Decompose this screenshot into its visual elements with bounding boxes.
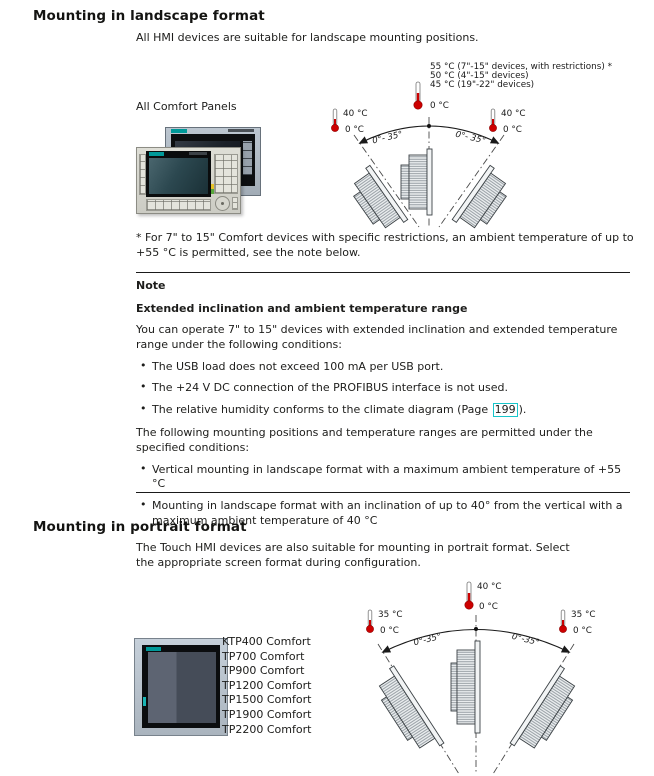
angle-label-left: 0°- 35° bbox=[371, 129, 404, 147]
teal-accent-mark bbox=[143, 697, 146, 706]
arc-center-dot bbox=[474, 627, 478, 631]
page-link-199[interactable]: 199 bbox=[494, 402, 516, 416]
temp-label-left-min: 0 °C bbox=[345, 125, 364, 135]
simatic-hmi-label-strip bbox=[189, 152, 207, 155]
note-positions-intro: The following mounting positions and temperature ranges are permitted under the specified conditions: bbox=[136, 426, 593, 454]
note-condition-item: • The relative humidity conforms to the climate diagram (Page 199 ). bbox=[136, 403, 630, 418]
landscape-inclination-diagram bbox=[320, 55, 654, 230]
thermometer-right-icon bbox=[559, 610, 566, 633]
note-subtitle: Extended inclination and ambient temperature range bbox=[136, 301, 468, 315]
section-heading-landscape: Mounting in landscape format bbox=[33, 8, 265, 24]
temp-label-left-min: 0 °C bbox=[380, 626, 399, 636]
device-profile-tilted-left bbox=[369, 666, 443, 759]
hmi-touch-panel-portrait-image bbox=[134, 638, 228, 736]
temp-label-left-max: 35 °C bbox=[378, 610, 403, 620]
thermometer-top-icon bbox=[414, 82, 422, 109]
device-list-item: TP1500 Comfort bbox=[222, 693, 312, 707]
device-list-item: TP700 Comfort bbox=[222, 649, 305, 663]
portrait-intro: The Touch HMI devices are also suitable for mounting in portrait format. Select the appropriate screen format during configuration. bbox=[136, 541, 570, 569]
note-condition-item: • The USB load does not exceed 100 mA per USB port. bbox=[136, 360, 630, 375]
note-intro: You can operate 7" to 15" devices with extended inclination and extended temperature range under the following conditions: bbox=[136, 323, 618, 351]
device-profile-tilted-right bbox=[452, 165, 515, 230]
hmi-keypad-panel-image bbox=[136, 147, 241, 214]
device-list-item: TP1200 Comfort bbox=[222, 678, 312, 692]
thermometer-left-icon bbox=[366, 610, 373, 633]
note-position-item: • Mounting in landscape format with an inclination of up to 40° from the vertical with a maximum ambient temperature of 40 °C bbox=[136, 499, 630, 528]
section-heading-portrait: Mounting in portrait format bbox=[33, 519, 247, 535]
device-list-item: TP900 Comfort bbox=[222, 664, 305, 678]
status-led-strip bbox=[211, 184, 214, 194]
note-box bbox=[136, 272, 630, 527]
device-profile-vertical bbox=[401, 149, 432, 215]
note-position-item: • Vertical mounting in landscape format with a maximum ambient temperature of +55 °C bbox=[136, 463, 630, 492]
device-profiles bbox=[369, 641, 584, 759]
temp-label-left-max: 40 °C bbox=[343, 109, 368, 119]
angle-label-left: 0°-35° bbox=[412, 631, 443, 649]
temp-label-45: 45 °C (19"-22" devices) bbox=[430, 80, 535, 90]
portrait-device-list bbox=[222, 635, 311, 737]
temp-label-top-max: 40 °C bbox=[477, 582, 502, 592]
thermometer-right-icon bbox=[489, 109, 496, 132]
temp-label-50: 50 °C (4"-15" devices) bbox=[430, 71, 529, 81]
temp-label-right-min: 0 °C bbox=[573, 626, 592, 636]
device-profile-vertical bbox=[451, 641, 480, 733]
temp-label-right-max: 35 °C bbox=[571, 610, 596, 620]
temp-label-right-min: 0 °C bbox=[503, 125, 522, 135]
device-profiles bbox=[344, 149, 515, 230]
temp-label-55: 55 °C (7"-15" devices, with restrictions) * bbox=[430, 62, 612, 72]
simatic-hmi-label-strip bbox=[228, 129, 254, 132]
device-list-item: KTP400 Comfort bbox=[222, 635, 311, 648]
footnote: * For 7" to 15" Comfort devices with specific restrictions, an ambient temperature of up to +55 °C is permitted, see the note below. bbox=[136, 231, 634, 259]
angle-label-right: 0°- 35° bbox=[454, 129, 487, 147]
thermometer-top-icon bbox=[465, 582, 473, 609]
panel-side-buttons bbox=[243, 141, 252, 175]
landscape-intro: All HMI devices are suitable for landscape mounting positions. bbox=[136, 31, 479, 44]
keypad-right-keys bbox=[214, 154, 238, 194]
siemens-logo bbox=[149, 152, 164, 156]
navigation-pad bbox=[215, 196, 230, 211]
note-condition-item: • The +24 V DC connection of the PROFIBUS interface is not used. bbox=[136, 381, 630, 396]
device-list-item: TP2200 Comfort bbox=[222, 722, 312, 736]
siemens-logo bbox=[171, 129, 187, 133]
arc-center-dot bbox=[427, 124, 431, 128]
panel-screen bbox=[149, 158, 208, 194]
thermometer-left-icon bbox=[331, 109, 338, 132]
keypad-bottom-keys bbox=[146, 199, 211, 211]
all-comfort-panels-label: All Comfort Panels bbox=[136, 100, 237, 113]
temp-label-top-zero: 0 °C bbox=[430, 101, 449, 111]
angle-label-right: 0°-35° bbox=[510, 631, 541, 649]
panel-frame bbox=[146, 151, 211, 197]
siemens-logo bbox=[146, 647, 161, 651]
temp-label-top-min: 0 °C bbox=[479, 602, 498, 612]
temp-label-right-max: 40 °C bbox=[501, 109, 526, 119]
note-title: Note bbox=[136, 279, 166, 292]
panel-frame bbox=[142, 645, 220, 728]
enter-keys bbox=[232, 197, 238, 210]
keypad-left-keys bbox=[139, 154, 146, 195]
panel-screen bbox=[148, 652, 216, 723]
device-list-item: TP1900 Comfort bbox=[222, 707, 312, 721]
portrait-inclination-diagram bbox=[340, 575, 654, 776]
device-profile-tilted-right bbox=[510, 666, 584, 759]
